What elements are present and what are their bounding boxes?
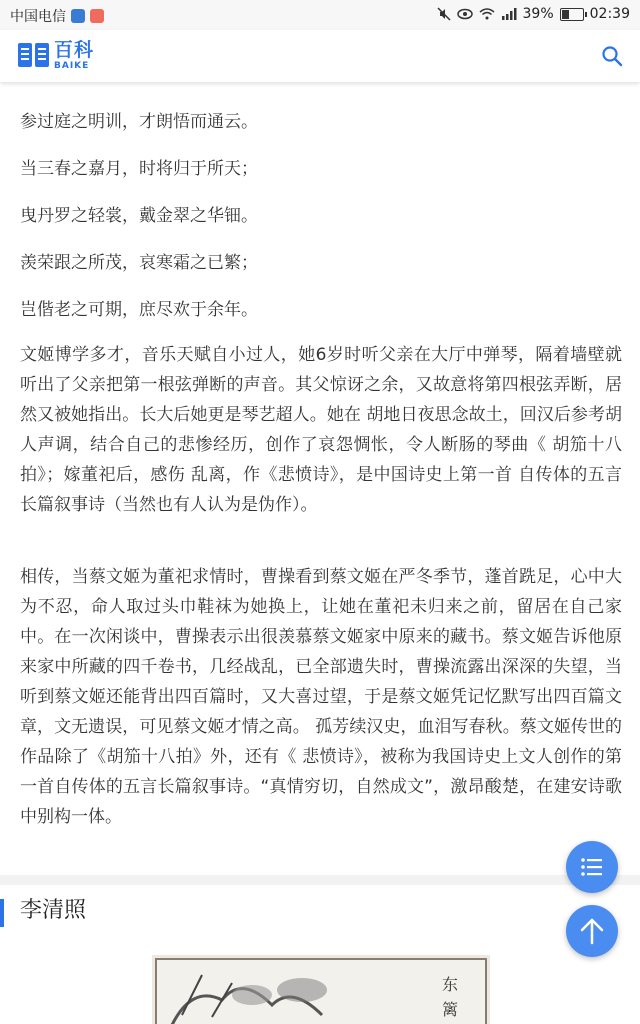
poem-line: 岂偕老之可期，庶尽欢于余年。 (20, 300, 258, 320)
painting-image (152, 955, 490, 1024)
shield-icon (71, 9, 85, 23)
logo-subtitle: BAIKE (54, 61, 90, 71)
section-accent-bar (0, 899, 4, 927)
wifi-icon (479, 8, 495, 20)
eye-icon (457, 8, 473, 20)
section-divider (0, 875, 640, 885)
poem-line: 当三春之嘉月，时将归于所天； (20, 159, 258, 179)
battery-percent: 39% (522, 6, 554, 22)
arrow-up-icon (566, 905, 618, 957)
baike-logo[interactable] (18, 41, 94, 71)
article-image[interactable] (152, 955, 490, 1024)
signal-icon (501, 8, 517, 20)
mute-icon (437, 7, 451, 21)
mail-icon (90, 9, 104, 23)
back-to-top-button[interactable] (566, 905, 618, 957)
section-title: 李清照 (20, 898, 87, 923)
painting-calligraphy: 篱 (442, 1000, 459, 1019)
list-icon (566, 841, 618, 893)
paragraph: 相传，当蔡文姬为董祀求情时，曹操看到蔡文姬在严冬季节，蓬首跣足，心中大为不忍，命人取过头巾鞋袜为她换上，让她在董祀未归来之前，留居在自己家中。在一次闲谈中，曹操表示出很羡慕蔡文姬家中原来的藏书。蔡文姬告诉他原来家中所藏的四千卷书，几经战乱，已全部遗失时，曹操流露出深深的失望，当听到蔡文姬还能背出四百篇时，又大喜过望，于是蔡文姬凭记忆默写出四百篇文章，文无遗误，可见蔡文姬才情之高。 孤芳续汉史，血泪写春秋。蔡文姬传世的作品除了《胡笳十八拍》外，还有《 悲愤诗》，被称为我国诗史上文人创作的第一首自传体的五言长篇叙事诗。“真情穷切，自然成文”，激昂酸楚，在建安诗歌中别构一体。 (20, 567, 622, 827)
search-icon[interactable] (600, 44, 624, 68)
poem-line: 羡荣跟之所茂，哀寒霜之已繁； (20, 253, 258, 273)
poem-line: 曳丹罗之轻裳，戴金翠之华钿。 (20, 206, 258, 226)
table-of-contents-button[interactable] (566, 841, 618, 893)
paragraph: 文姬博学多才，音乐天赋自小过人，她6岁时听父亲在大厅中弹琴，隔着墙壁就听出了父亲把第一根弦弹断的声音。其父惊讶之余，又故意将第四根弦弄断，居然又被她指出。长大后她更是琴艺超人。她在 胡地日夜思念故土，回汉后参考胡人声调，结合自己的悲惨经历，创作了哀怨惆怅，令人断肠的琴曲《 胡笳十八拍》；嫁董祀后，感伤 乱离，作《悲愤诗》，是中国诗史上第一首 自传体的五言长篇叙事诗（当然也有人认为是伪作）。 (20, 345, 622, 515)
carrier-label: 中国电信 (10, 9, 66, 25)
clock: 02:39 (589, 6, 630, 22)
status-bar (0, 0, 640, 30)
poem-line: 参过庭之明训，才朗悟而通云。 (20, 112, 258, 132)
painting-calligraphy: 东 (442, 975, 459, 994)
book-icon (18, 41, 50, 71)
section-heading (0, 895, 400, 929)
battery-icon (560, 8, 584, 21)
app-header (0, 30, 640, 82)
logo-title: 百科 (54, 39, 95, 61)
